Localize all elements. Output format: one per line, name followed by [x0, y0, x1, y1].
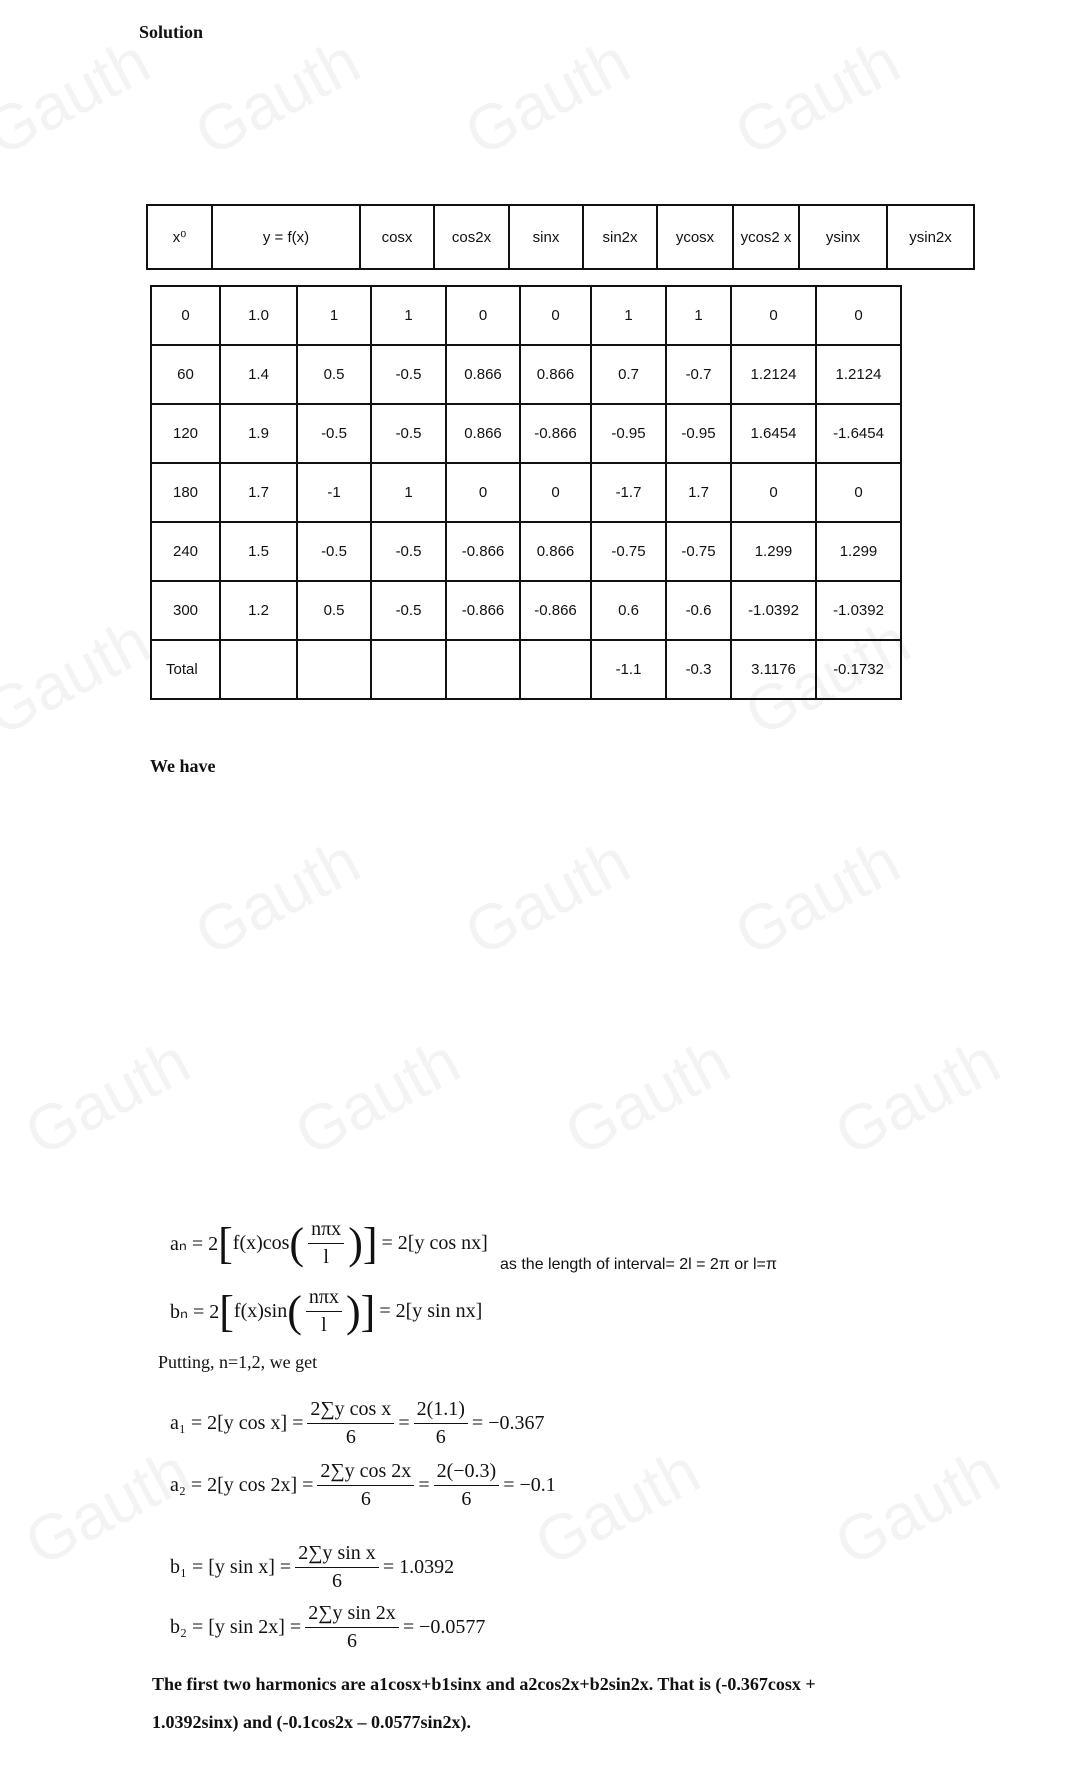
- a1-num: 2∑y cos x: [307, 1398, 394, 1424]
- table-cell: 1.299: [816, 522, 901, 581]
- table-cell: [220, 640, 297, 699]
- b2-num: 2∑y sin 2x: [305, 1602, 399, 1628]
- table-cell: -1.0392: [731, 581, 816, 640]
- table-cell: -1: [297, 463, 371, 522]
- table-cell: 1: [371, 463, 446, 522]
- a1-den2: 6: [435, 1426, 446, 1448]
- table-cell: -0.6: [666, 581, 731, 640]
- table-cell: -0.866: [520, 404, 591, 463]
- table-cell: -0.95: [591, 404, 666, 463]
- column-header: x⁰: [147, 205, 212, 269]
- table-cell: -0.1732: [816, 640, 901, 699]
- frac-num: nπx: [306, 1286, 342, 1312]
- table-row: [151, 640, 901, 699]
- table-cell: -0.866: [446, 581, 520, 640]
- table-cell: 0.866: [446, 404, 520, 463]
- table-cell: [371, 640, 446, 699]
- column-header: cos2x: [434, 205, 509, 269]
- table-cell: [297, 640, 371, 699]
- a2-num2: 2(−0.3): [434, 1460, 500, 1486]
- bn-rhs: = 2[y sin nx]: [379, 1300, 483, 1322]
- table-cell: -0.3: [666, 640, 731, 699]
- table-cell: 1.6454: [731, 404, 816, 463]
- bn-formula: bₙ = 2 [ f(x)sin ( $\frac{\text{nπx}}{l}$ )] = 2[y sin nx]: [170, 1286, 483, 1336]
- table-cell: -0.866: [520, 581, 591, 640]
- table-cell: 0: [520, 463, 591, 522]
- table-cell: -0.5: [371, 404, 446, 463]
- table-cell: 120: [151, 404, 220, 463]
- table-cell: 0: [446, 463, 520, 522]
- table-cell: 0: [731, 286, 816, 345]
- an-rhs: = 2[y cos nx]: [381, 1232, 488, 1254]
- table-cell: 1.2: [220, 581, 297, 640]
- watermark: [723, 823, 912, 970]
- b1-num: 2∑y sin x: [295, 1542, 379, 1568]
- bn-lhs: bₙ = 2: [170, 1301, 220, 1323]
- data-table: [150, 285, 902, 700]
- table-cell: 1.4: [220, 345, 297, 404]
- table-cell: 0: [816, 286, 901, 345]
- column-header: sin2x: [583, 205, 657, 269]
- table-cell: 1.299: [731, 522, 816, 581]
- table-cell: 1: [666, 286, 731, 345]
- table-row: [151, 581, 901, 640]
- column-header: cosx: [360, 205, 434, 269]
- watermark: [183, 23, 372, 170]
- watermark: [283, 1023, 472, 1170]
- table-row: [151, 345, 901, 404]
- a1-lhs: a₁ = 2[y cos x] =: [170, 1412, 304, 1434]
- table-cell: 0.866: [520, 345, 591, 404]
- watermark: [723, 23, 912, 170]
- watermark: [453, 823, 642, 970]
- table-cell: -0.5: [371, 581, 446, 640]
- frac-num: nπx: [308, 1218, 344, 1244]
- a2-den: 6: [360, 1488, 371, 1510]
- table-cell: [446, 640, 520, 699]
- b2-formula: [170, 1602, 485, 1653]
- column-header: ysin2x: [887, 205, 974, 269]
- frac-den: l: [323, 1246, 329, 1268]
- b2-lhs: b₂ = [y sin 2x] =: [170, 1616, 302, 1638]
- table-cell: 0.5: [297, 345, 371, 404]
- conclusion-line-1: The first two harmonics are a1cosx+b1sinx and a2cos2x+b2sin2x. That is (-0.367cosx +: [152, 1674, 816, 1694]
- watermark: [0, 23, 162, 170]
- a2-lhs: a₂ = 2[y cos 2x] =: [170, 1474, 314, 1496]
- table-cell: -0.866: [446, 522, 520, 581]
- table-cell: 1.2124: [731, 345, 816, 404]
- b2-den: 6: [347, 1630, 357, 1652]
- a2-formula: [170, 1460, 556, 1511]
- table-cell: 1.7: [220, 463, 297, 522]
- a2-eq: =: [418, 1474, 430, 1496]
- table-cell: 0: [731, 463, 816, 522]
- table-cell: 1.9: [220, 404, 297, 463]
- table-cell: 0.5: [297, 581, 371, 640]
- watermark: [823, 1023, 1012, 1170]
- table-cell: -1.7: [591, 463, 666, 522]
- a2-value: = −0.1: [503, 1474, 556, 1496]
- table-cell: 0: [816, 463, 901, 522]
- a1-eq: =: [398, 1412, 410, 1434]
- an-inner: f(x)cos: [232, 1232, 290, 1254]
- table-cell: 0: [520, 286, 591, 345]
- a1-den: 6: [345, 1426, 356, 1448]
- table-cell: -0.5: [297, 522, 371, 581]
- watermark: [0, 603, 162, 750]
- table-cell: -0.5: [371, 345, 446, 404]
- table-cell: 0.7: [591, 345, 666, 404]
- table-cell: 1: [371, 286, 446, 345]
- table-cell: -0.7: [666, 345, 731, 404]
- heading: Solution: [139, 22, 204, 42]
- table-row: [151, 522, 901, 581]
- table-cell: -0.95: [666, 404, 731, 463]
- b1-formula: [170, 1542, 454, 1593]
- a1-value: = −0.367: [471, 1412, 545, 1434]
- column-header: y = f(x): [212, 205, 360, 269]
- b1-value: = 1.0392: [382, 1556, 455, 1578]
- table-header: [146, 204, 975, 270]
- table-cell: 3.1176: [731, 640, 816, 699]
- table-row: [151, 463, 901, 522]
- table-cell: -0.75: [591, 522, 666, 581]
- watermark: [13, 1023, 202, 1170]
- we-have-text: We have: [150, 756, 216, 776]
- watermark: [183, 823, 372, 970]
- table-cell: 1.2124: [816, 345, 901, 404]
- table-cell: 1.0: [220, 286, 297, 345]
- table-row: [151, 286, 901, 345]
- watermark: [823, 1433, 1012, 1580]
- table-cell: 1.5: [220, 522, 297, 581]
- column-header: sinx: [509, 205, 583, 269]
- column-header: ysinx: [799, 205, 887, 269]
- table-cell: -1.6454: [816, 404, 901, 463]
- a1-num2: 2(1.1): [414, 1398, 468, 1424]
- an-lhs: aₙ = 2: [170, 1233, 219, 1255]
- column-header: ycosx: [657, 205, 733, 269]
- table-cell: 0: [446, 286, 520, 345]
- a1-formula: [170, 1398, 544, 1449]
- table-cell: 0.866: [446, 345, 520, 404]
- table-cell: Total: [151, 640, 220, 699]
- table-cell: -0.5: [297, 404, 371, 463]
- conclusion-line-2: 1.0392sinx) and (-0.1cos2x – 0.0577sin2x).: [152, 1712, 472, 1732]
- table-cell: 1.7: [666, 463, 731, 522]
- table-cell: 240: [151, 522, 220, 581]
- table-cell: -0.5: [371, 522, 446, 581]
- b1-den: 6: [332, 1570, 342, 1592]
- frac-den: l: [321, 1314, 327, 1336]
- table-row: [151, 404, 901, 463]
- column-header: ycos2 x: [733, 205, 799, 269]
- table-cell: 0: [151, 286, 220, 345]
- table-cell: [520, 640, 591, 699]
- header-row: [147, 205, 974, 269]
- putting-text: Putting, n=1,2, we get: [158, 1352, 318, 1372]
- b2-value: = −0.0577: [402, 1616, 486, 1638]
- an-formula: aₙ = 2 [ f(x)cos ( $\frac{\text{nπx}}{l}$ )] = 2[y cos nx]: [170, 1218, 488, 1268]
- interval-note: as the length of interval= 2l = 2π or l=π: [500, 1256, 777, 1273]
- table-cell: 0.6: [591, 581, 666, 640]
- table-cell: -1.0392: [816, 581, 901, 640]
- table-cell: 0.866: [520, 522, 591, 581]
- table-cell: -0.75: [666, 522, 731, 581]
- b1-lhs: b₁ = [y sin x] =: [170, 1556, 292, 1578]
- watermark: [553, 1023, 742, 1170]
- table-cell: 180: [151, 463, 220, 522]
- table-cell: 1: [591, 286, 666, 345]
- table-cell: 1: [297, 286, 371, 345]
- table-cell: 60: [151, 345, 220, 404]
- a2-den2: 6: [461, 1488, 472, 1510]
- table-cell: 300: [151, 581, 220, 640]
- watermark: [453, 23, 642, 170]
- table-cell: -1.1: [591, 640, 666, 699]
- a2-num: 2∑y cos 2x: [317, 1460, 414, 1486]
- bn-inner: f(x)sin: [233, 1300, 288, 1322]
